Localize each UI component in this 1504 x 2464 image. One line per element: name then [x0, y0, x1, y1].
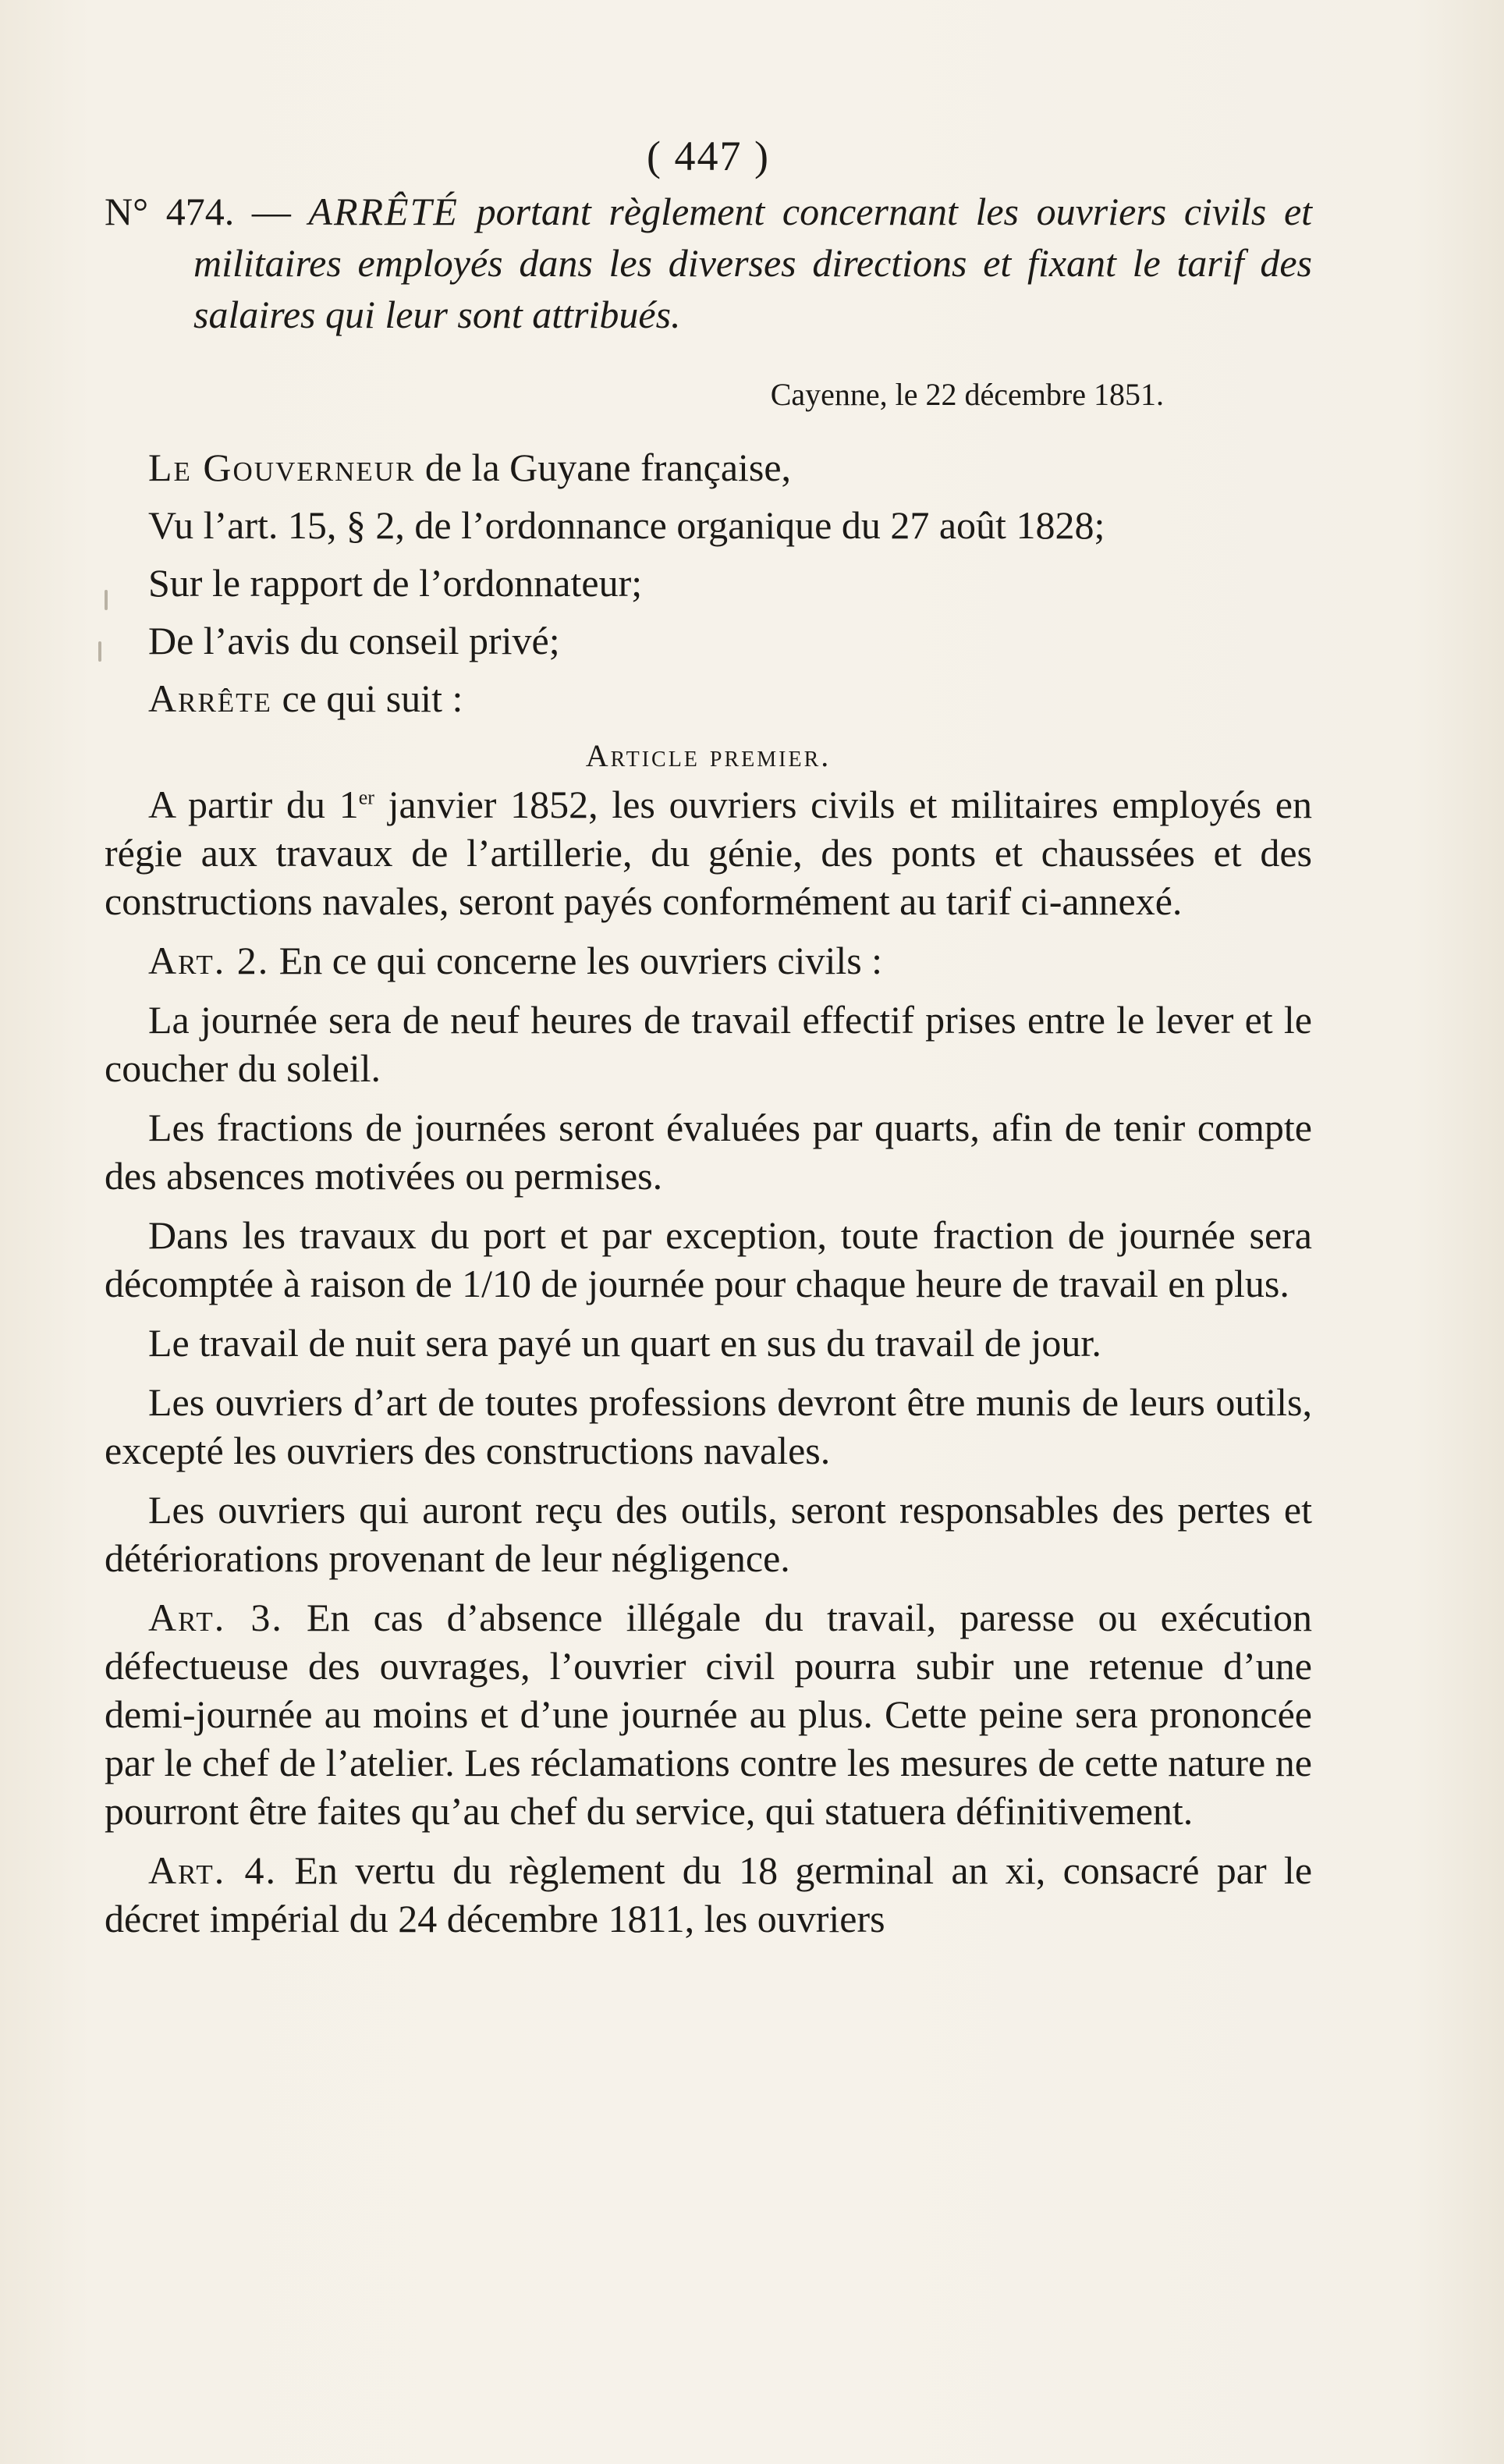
article-2-text: En ce qui concerne les ouvriers civils : — [278, 939, 883, 982]
decree-number: N° 474. — [105, 190, 235, 233]
place-date: Cayenne, le 22 décembre 1851. — [770, 377, 1164, 412]
article-4-label: Art. 4. — [148, 1848, 278, 1892]
avis-line: De l’avis du conseil privé; — [148, 619, 560, 662]
paragraph: Les ouvriers d’art de toutes professions devront être munis de leurs outils, excepté les ouvriers des constructions navales. — [105, 1380, 1312, 1472]
paragraph: Les fractions de journées seront évaluées par quarts, afin de tenir compte des absences motivées ou permises. — [105, 1106, 1312, 1198]
page-content — [105, 131, 1312, 1954]
article-3-paragraph — [105, 1593, 1312, 1835]
paragraph: Le travail de nuit sera payé un quart en sus du travail de jour. — [148, 1321, 1101, 1365]
governor-title: Le Gouverneur — [148, 446, 416, 489]
article-1-sup: er — [358, 786, 374, 809]
article-3-text: En cas d’absence illégale du travail, paresse ou exécution défectueuse des ouvrages, l’ouvrier civil pourra subir une retenue d’une demi-journée au moins et d’une journée au plus. Cette peine sera prononcée par le chef de l’atelier. Les réclamations contre les mesures de cette nature ne pourront être faites qu’au chef du service, qui statuera définitivement. — [105, 1596, 1313, 1833]
article-title: Article premier. — [585, 738, 832, 773]
decree-title: portant règlement concernant les ouvriers civils et militaires employés dans les diverses directions et fixant le tarif des salaires qui leur sont attribués. — [193, 190, 1313, 336]
arrete-rest: ce qui suit : — [282, 676, 463, 720]
article-3-label: Art. 3. — [148, 1596, 283, 1639]
heading-dash: — — [251, 190, 291, 233]
article-2-paragraph — [105, 936, 1312, 985]
paragraph: Les ouvriers qui auront reçu des outils, seront responsables des pertes et détériorations provenant de leur négligence. — [105, 1488, 1312, 1580]
governor-line — [105, 438, 1312, 496]
arrete-line — [105, 669, 1312, 727]
article-1-text: janvier 1852, les ouvriers civils et militaires employés en régie aux travaux de l’artillerie, du génie, des ponts et chaussées et des constructions navales, seront payés conformément au tarif ci-annexé. — [105, 783, 1312, 923]
margin-mark — [98, 641, 101, 662]
decree-heading — [105, 186, 1312, 340]
article-2-label: Art. 2. — [148, 939, 270, 982]
rapport-line: Sur le rapport de l’ordonnateur; — [148, 561, 643, 605]
arrete-word: Arrête — [148, 676, 272, 720]
paragraph: La journée sera de neuf heures de travail effectif prises entre le lever et le coucher du soleil. — [105, 998, 1312, 1090]
page-number: ( 447 ) — [647, 133, 770, 179]
paragraph: Dans les travaux du port et par exception, toute fraction de journée sera décomptée à raison de 1/10 de journée pour chaque heure de travail en plus. — [105, 1213, 1312, 1305]
article-4-text: En vertu du règlement du 18 germinal an xi, consacré par le décret impérial du 24 décembre 1811, les ouvriers — [105, 1848, 1313, 1940]
article-1-paragraph — [105, 780, 1312, 925]
article-4-paragraph — [105, 1846, 1312, 1943]
vu-line: Vu l’art. 15, § 2, de l’ordonnance organique du 27 août 1828; — [148, 503, 1105, 547]
article-1-prefix: A partir du 1 — [148, 783, 359, 826]
decree-type: ARRÊTÉ — [308, 190, 459, 233]
governor-rest: de la Guyane française, — [424, 446, 792, 489]
